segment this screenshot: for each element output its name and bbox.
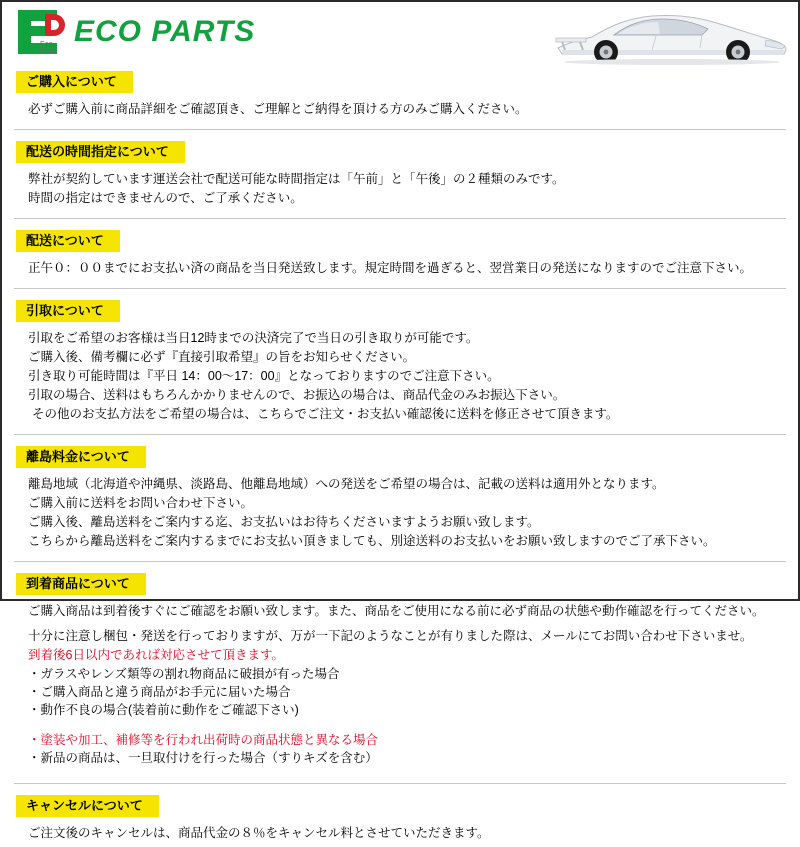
section-line: ご購入後、離島送料をご案内する迄、お支払いはお待ちくださいますようお願い致します。 [28, 515, 540, 529]
section-remote-fee [2, 443, 798, 570]
brand-logo [18, 10, 255, 54]
section-line: 十分に注意し梱包・発送を行っておりますが、万が一下記のようなことが有りました際は、メールにてお問い合わせ下さいませ。 [28, 629, 753, 643]
section-delivery [2, 227, 798, 297]
section-heading: 配送について [16, 230, 120, 252]
section-heading: 配送の時間指定について [16, 141, 185, 163]
section-line: こちらから離島送料をご案内するまでにお支払い頂きましても、別途送料のお支払いをお願い致しますのでご了承下さい。 [28, 534, 716, 548]
section-line: その他のお支払方法をご希望の場合は、こちらでご注文・お支払い確認後に送料を修正させて頂きます。 [32, 407, 619, 421]
section-arrival [2, 570, 798, 792]
section-line: 離島地域（北海道や沖縄県、淡路島、他離島地域）への発送をご希望の場合は、記載の送料は適用外となります。 [28, 477, 665, 491]
section-line: 引取の場合、送料はもちろんかかりませんので、お振込の場合は、商品代金のみお振込下さい。 [28, 388, 566, 402]
section-pickup [2, 297, 798, 443]
section-line: ご購入後、備考欄に必ず『直接引取希望』の旨をお知らせください。 [28, 350, 416, 364]
section-line: 必ずご購入前に商品詳細をご確認頂き、ご理解とご納得を頂ける方のみご購入ください。 [28, 102, 528, 116]
section-divider [14, 783, 786, 784]
section-heading: 到着商品について [16, 573, 146, 595]
section-bullet-red: ・塗装や加工、補修等を行われ出荷時の商品状態と異なる場合 [28, 733, 379, 747]
section-line: 引取をご希望のお客様は当日12時までの決済完了で当日の引き取りが可能です。 [28, 331, 479, 345]
section-bullet: ・ご購入商品と違う商品がお手元に届いた場合 [28, 685, 291, 699]
section-line: ご購入商品は到着後すぐにご確認をお願い致します。また、商品をご使用になる前に必ず商品の状態や動作確認を行ってください。 [28, 604, 765, 618]
eco-parts-logo-icon [18, 10, 66, 54]
section-heading: キャンセルについて [16, 795, 159, 817]
section-heading: 離島料金について [16, 446, 146, 468]
section-bullet: ・新品の商品は、一旦取付けを行った場合（すりキズを含む） [28, 751, 378, 765]
section-cancel [2, 792, 798, 847]
section-divider [14, 561, 786, 562]
section-line: 時間の指定はできませんので、ご了承ください。 [28, 191, 303, 205]
section-bullet: ・動作不良の場合(装着前に動作をご確認下さい) [28, 703, 299, 717]
section-delivery-time [2, 138, 798, 227]
section-heading: 引取について [16, 300, 120, 322]
section-purchase [2, 68, 798, 138]
section-divider [14, 218, 786, 219]
section-divider [14, 288, 786, 289]
brand-name: ECO PARTS [74, 15, 256, 48]
section-line: ご注文後のキャンセルは、商品代金の８％をキャンセル料とさせていただきます。 [28, 826, 490, 840]
section-line: ご購入前に送料をお問い合わせ下さい。 [28, 496, 254, 510]
section-line: 正午０：００までにお支払い済の商品を当日発送致します。規定時間を過ぎると、翌営業日の発送になりますのでご注意下さい。 [28, 261, 753, 275]
section-line-red: 到着後6日以内であれば対応させて頂きます。 [28, 648, 284, 662]
section-line: 弊社が契約しています運送会社で配送可能な時間指定は「午前」と「午後」の２種類のみです。 [28, 172, 565, 186]
brand-sub-text: Eco Parts [40, 41, 58, 55]
section-heading: ご購入について [16, 71, 133, 93]
section-divider [14, 129, 786, 130]
section-divider [14, 434, 786, 435]
white-sports-car-icon [552, 4, 792, 66]
section-line: 引き取り可能時間は『平日 14：00〜17：00』となっておりますのでご注意下さい。 [28, 369, 500, 383]
page-header [2, 2, 798, 68]
section-bullet: ・ガラスやレンズ類等の割れ物商品に破損が有った場合 [28, 667, 340, 681]
